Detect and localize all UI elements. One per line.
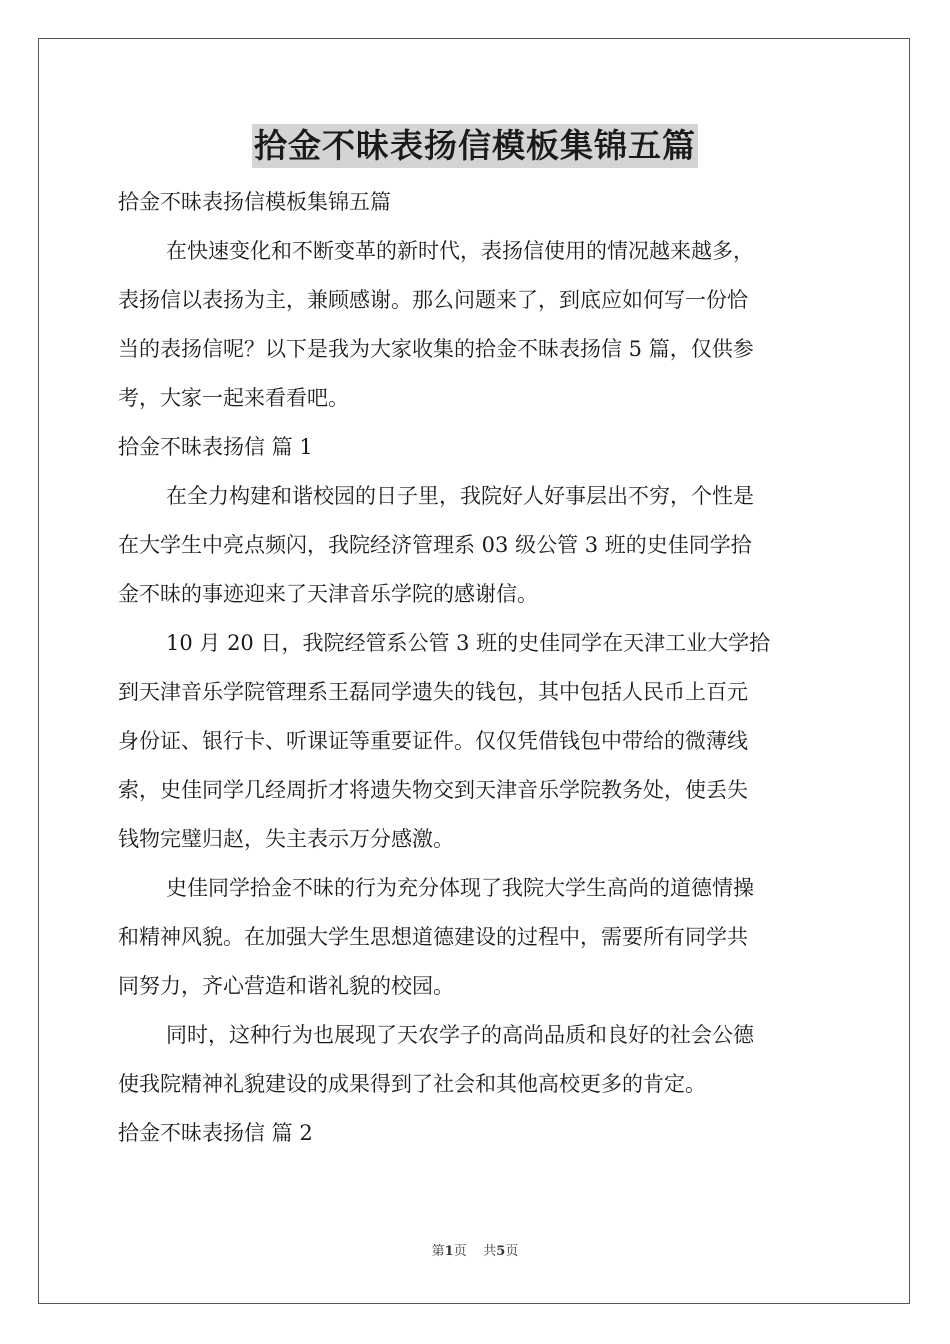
page-total: 5 — [496, 1244, 506, 1259]
section1-paragraph-2 — [118, 619, 838, 864]
paragraph-line: 考，大家一起来看看吧。 — [118, 386, 349, 410]
paragraph-line: 索，史佳同学几经周折才将遗失物交到天津音乐学院教务处，使丢失 — [118, 778, 748, 802]
section1-paragraph-4 — [118, 1011, 838, 1109]
title-container — [0, 124, 950, 168]
page-prefix: 第 — [431, 1244, 445, 1259]
paragraph-line: 同努力，齐心营造和谐礼貌的校园。 — [118, 974, 454, 998]
document-body — [118, 178, 838, 1158]
section-heading-2: 拾金不昧表扬信 篇 2 — [118, 1121, 313, 1145]
paragraph-line: 当的表扬信呢？以下是我为大家收集的拾金不昧表扬信 5 篇，仅供参 — [118, 337, 754, 361]
paragraph-line: 在快速变化和不断变革的新时代，表扬信使用的情况越来越多， — [166, 239, 754, 263]
intro-paragraph — [118, 227, 838, 423]
paragraph-line: 和精神风貌。在加强大学生思想道德建设的过程中，需要所有同学共 — [118, 925, 748, 949]
paragraph-line: 钱物完璧归赵，失主表示万分感激。 — [118, 827, 454, 851]
section1-paragraph-3 — [118, 864, 838, 1011]
page-number: 1 — [444, 1244, 454, 1259]
section-heading-1: 拾金不昧表扬信 篇 1 — [118, 435, 313, 459]
document-subtitle: 拾金不昧表扬信模板集锦五篇 — [118, 190, 391, 214]
paragraph-line: 金不昧的事迹迎来了天津音乐学院的感谢信。 — [118, 582, 538, 606]
paragraph-line: 史佳同学拾金不昧的行为充分体现了我院大学生高尚的道德情操 — [166, 876, 754, 900]
paragraph-line: 在大学生中亮点频闪，我院经济管理系 03 级公管 3 班的史佳同学拾 — [118, 533, 752, 557]
paragraph-line: 使我院精神礼貌建设的成果得到了社会和其他高校更多的肯定。 — [118, 1072, 706, 1096]
paragraph-line: 到天津音乐学院管理系王磊同学遗失的钱包，其中包括人民币上百元 — [118, 680, 748, 704]
paragraph-line: 身份证、银行卡、听课证等重要证件。仅仅凭借钱包中带给的微薄线 — [118, 729, 748, 753]
section1-paragraph-1 — [118, 472, 838, 619]
document-title: 拾金不昧表扬信模板集锦五篇 — [252, 124, 698, 168]
paragraph-line: 同时，这种行为也展现了天农学子的高尚品质和良好的社会公德 — [166, 1023, 754, 1047]
paragraph-line: 10 月 20 日，我院经管系公管 3 班的史佳同学在天津工业大学拾 — [166, 631, 771, 655]
page-suffix: 页 — [453, 1244, 467, 1259]
total-suffix: 页 — [505, 1244, 519, 1259]
page-footer — [0, 1240, 950, 1259]
paragraph-line: 表扬信以表扬为主，兼顾感谢。那么问题来了，到底应如何写一份恰 — [118, 288, 748, 312]
paragraph-line: 在全力构建和谐校园的日子里，我院好人好事层出不穷，个性是 — [166, 484, 754, 508]
total-prefix: 共 — [483, 1244, 497, 1259]
